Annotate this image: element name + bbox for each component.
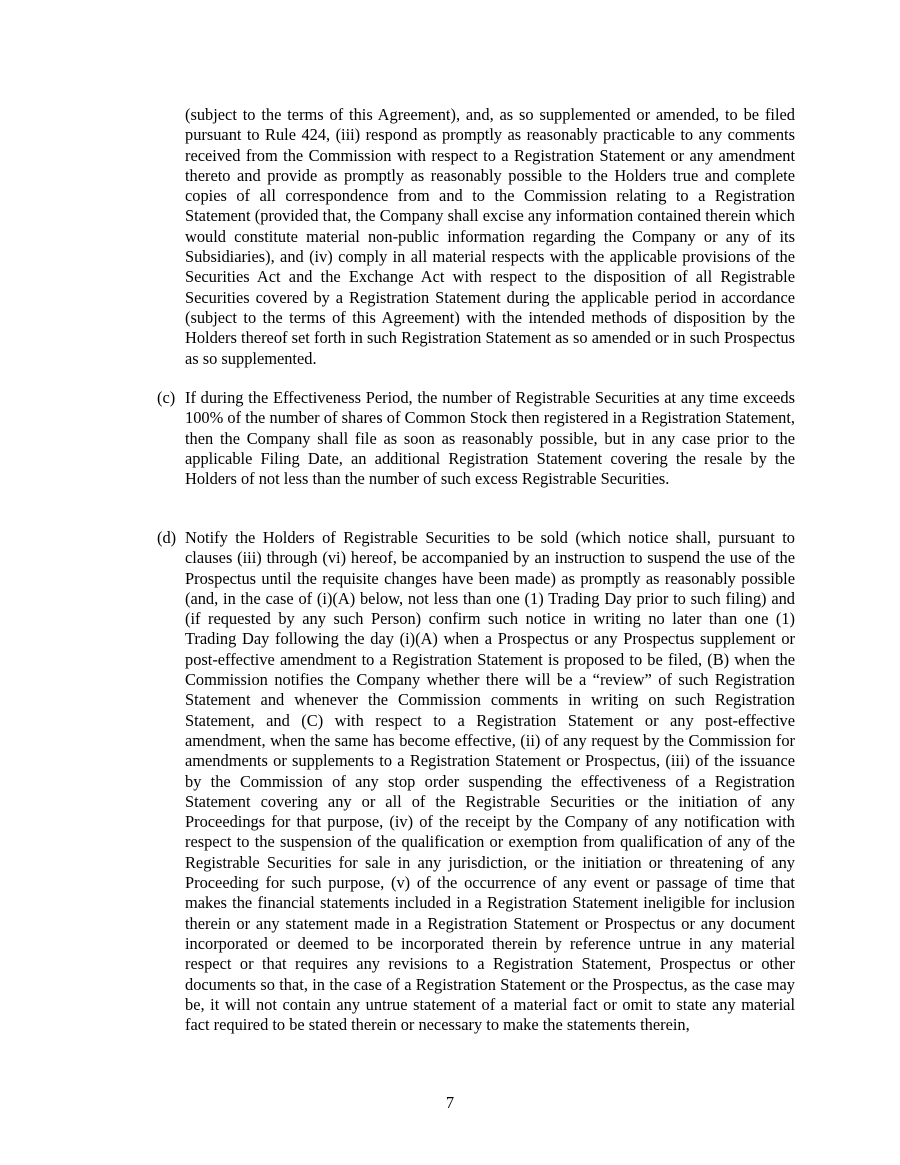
paragraph-d-text: Notify the Holders of Registrable Securities to be sold (which notice shall, pursuant to clauses (iii) through (vi) hereof, be accompanied by an instruction to suspend the use of the Prospectus until the requisite changes have been made) as promptly as reasonably possible (and, in the case of (i)(A) below, not less than one (1) Trading Day prior to such filing) and (if requested by any such Person) confirm such notice in writing no later than one (1) Trading Day following the day (i)(A) when a Prospectus or any Prospectus supplement or post-effective amendment to a Registration Statement is proposed to be filed, (B) when the Commission notifies the Company whether there will be a “review” of such Registration Statement and whenever the Commission comments in writing on such Registration Statement, and (C) with respect to a Registration Statement or any post-effective amendment, when the same has become effective, (ii) of any request by the Commission for amendments or supplements to a Registration Statement or Prospectus, (iii) of the issuance by the Commission of any stop order suspending the effectiveness of a Registration Statement covering any or all of the Registrable Securities or the initiation of any Proceedings for that purpose, (iv) of the receipt by the Company of any notification with respect to the suspension of the qualification or exemption from qualification of any of the Registrable Securities for sale in any jurisdiction, or the initiation or threatening of any Proceeding for such purpose, (v) of the occurrence of any event or passage of time that makes the financial statements included in a Registration Statement ineligible for inclusion therein or any statement made in a Registration Statement or Prospectus or any document incorporated or deemed to be incorporated therein by reference untrue in any material respect or that requires any revisions to a Registration Statement, Prospectus or other documents so that, in the case of a Registration Statement or the Prospectus, as the case may be, it will not contain any untrue statement of a material fact or omit to state any material fact required to be stated therein or necessary to make the statements therein, xyxy=(185,528,795,1035)
paragraph-c-text: If during the Effectiveness Period, the number of Registrable Securities at any time exceeds 100% of the number of shares of Common Stock then registered in a Registration Statement, then the Company shall file as soon as reasonably possible, but in any case prior to the applicable Filing Date, an additional Registration Statement covering the resale by the Holders of not less than the number of such excess Registrable Securities. xyxy=(185,388,795,489)
paragraph-c-label: (c) xyxy=(157,388,176,407)
paragraph-b-continuation: (subject to the terms of this Agreement), and, as so supplemented or amended, to be filed pursuant to Rule 424, (iii) respond as promptly as reasonably practicable to any comments received from the Commission with respect to a Registration Statement or any amendment thereto and provide as promptly as reasonably possible to the Holders true and complete copies of all correspondence from and to the Commission relating to a Registration Statement (provided that, the Company shall excise any information contained therein which would constitute material non-public information regarding the Company or any of its Subsidiaries), and (iv) comply in all material respects with the applicable provisions of the Securities Act and the Exchange Act with respect to the disposition of all Registrable Securities covered by a Registration Statement during the applicable period in accordance (subject to the terms of this Agreement) with the intended methods of disposition by the Holders thereof set forth in such Registration Statement as so amended or in such Prospectus as so supplemented. xyxy=(185,105,795,368)
page-number: 7 xyxy=(445,1093,455,1112)
paragraph-d-label: (d) xyxy=(157,528,177,547)
